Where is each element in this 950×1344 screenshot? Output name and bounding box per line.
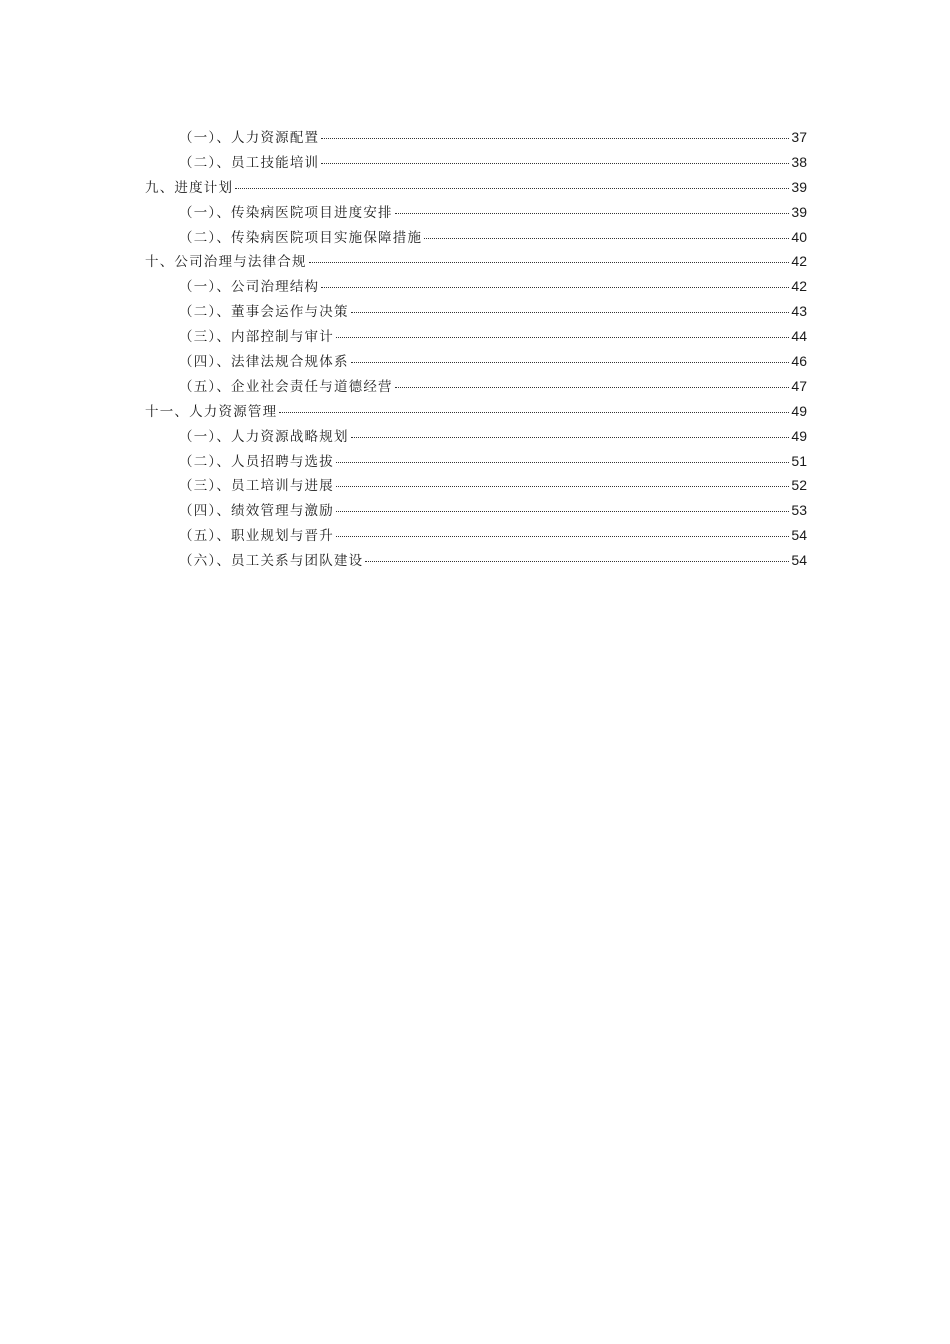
toc-entry-title: （五）、职业规划与晋升 xyxy=(179,528,334,545)
toc-dot-leader xyxy=(321,163,789,164)
toc-entry[interactable] xyxy=(145,125,807,150)
toc-page-number: 42 xyxy=(791,278,807,295)
toc-dot-leader xyxy=(336,486,789,487)
toc-page-number: 46 xyxy=(791,353,807,370)
toc-entry[interactable] xyxy=(145,548,807,573)
table-of-contents xyxy=(145,125,807,573)
toc-entry-title: （二）、董事会运作与决策 xyxy=(179,304,349,321)
toc-entry[interactable] xyxy=(145,299,807,324)
toc-dot-leader xyxy=(336,536,789,537)
toc-entry[interactable] xyxy=(145,274,807,299)
toc-dot-leader xyxy=(336,462,789,463)
toc-dot-leader xyxy=(395,387,790,388)
toc-entry-title: （三）、内部控制与审计 xyxy=(179,329,334,346)
toc-page-number: 47 xyxy=(791,377,807,394)
toc-page-number: 54 xyxy=(791,527,807,544)
toc-dot-leader xyxy=(365,561,789,562)
toc-dot-leader xyxy=(336,337,789,338)
toc-page-number: 37 xyxy=(791,129,807,145)
toc-chapter-entry[interactable] xyxy=(145,175,807,200)
toc-page-number: 38 xyxy=(791,153,807,170)
toc-entry-title: （四）、法律法规合规体系 xyxy=(179,354,349,371)
toc-dot-leader xyxy=(321,138,789,139)
toc-entry[interactable] xyxy=(145,349,807,374)
toc-page-number: 54 xyxy=(791,552,807,569)
toc-entry-title: （二）、传染病医院项目实施保障措施 xyxy=(179,229,423,246)
toc-dot-leader xyxy=(235,188,789,189)
toc-entry[interactable] xyxy=(145,523,807,548)
toc-entry[interactable] xyxy=(145,324,807,349)
toc-dot-leader xyxy=(309,262,790,263)
toc-chapter-entry[interactable] xyxy=(145,399,807,424)
toc-entry[interactable] xyxy=(145,424,807,449)
toc-entry-title: （二）、人员招聘与选拔 xyxy=(179,453,334,470)
toc-entry-title: （五）、企业社会责任与道德经营 xyxy=(179,378,393,395)
toc-entry-title: 九、进度计划 xyxy=(145,179,234,196)
toc-page-number: 44 xyxy=(791,328,807,345)
toc-entry-title: （一）、人力资源战略规划 xyxy=(179,428,349,445)
toc-entry-title: （二）、员工技能培训 xyxy=(179,154,320,171)
toc-dot-leader xyxy=(351,312,790,313)
toc-entry-title: （六）、员工关系与团队建设 xyxy=(179,553,364,570)
toc-chapter-entry[interactable] xyxy=(145,249,807,274)
toc-page-number: 39 xyxy=(791,203,807,220)
toc-dot-leader xyxy=(424,238,789,239)
toc-entry[interactable] xyxy=(145,473,807,498)
toc-dot-leader xyxy=(336,511,789,512)
toc-entry[interactable] xyxy=(145,449,807,474)
toc-page-number: 39 xyxy=(791,178,807,195)
toc-entry[interactable] xyxy=(145,150,807,175)
toc-entry-title: （一）、人力资源配置 xyxy=(179,130,320,146)
toc-entry-title: （一）、公司治理结构 xyxy=(179,279,320,296)
toc-entry[interactable] xyxy=(145,225,807,250)
toc-entry-title: 十、公司治理与法律合规 xyxy=(145,254,307,271)
toc-dot-leader xyxy=(351,437,790,438)
toc-dot-leader xyxy=(351,362,790,363)
toc-page-number: 49 xyxy=(791,402,807,419)
toc-page-number: 40 xyxy=(791,228,807,245)
toc-page-number: 42 xyxy=(791,253,807,270)
toc-page-number: 49 xyxy=(791,427,807,444)
toc-entry-title: （一）、传染病医院项目进度安排 xyxy=(179,204,393,221)
toc-entry[interactable] xyxy=(145,200,807,225)
toc-entry-title: （四）、绩效管理与激励 xyxy=(179,503,334,520)
toc-entry[interactable] xyxy=(145,374,807,399)
toc-dot-leader xyxy=(321,287,789,288)
toc-page-number: 51 xyxy=(791,452,807,469)
toc-page-number: 53 xyxy=(791,502,807,519)
toc-dot-leader xyxy=(395,213,790,214)
toc-page-number: 52 xyxy=(791,477,807,494)
toc-entry-title: （三）、员工培训与进展 xyxy=(179,478,334,495)
toc-dot-leader xyxy=(279,412,789,413)
toc-entry-title: 十一、人力资源管理 xyxy=(145,403,278,420)
toc-entry[interactable] xyxy=(145,498,807,523)
toc-page-number: 43 xyxy=(791,303,807,320)
